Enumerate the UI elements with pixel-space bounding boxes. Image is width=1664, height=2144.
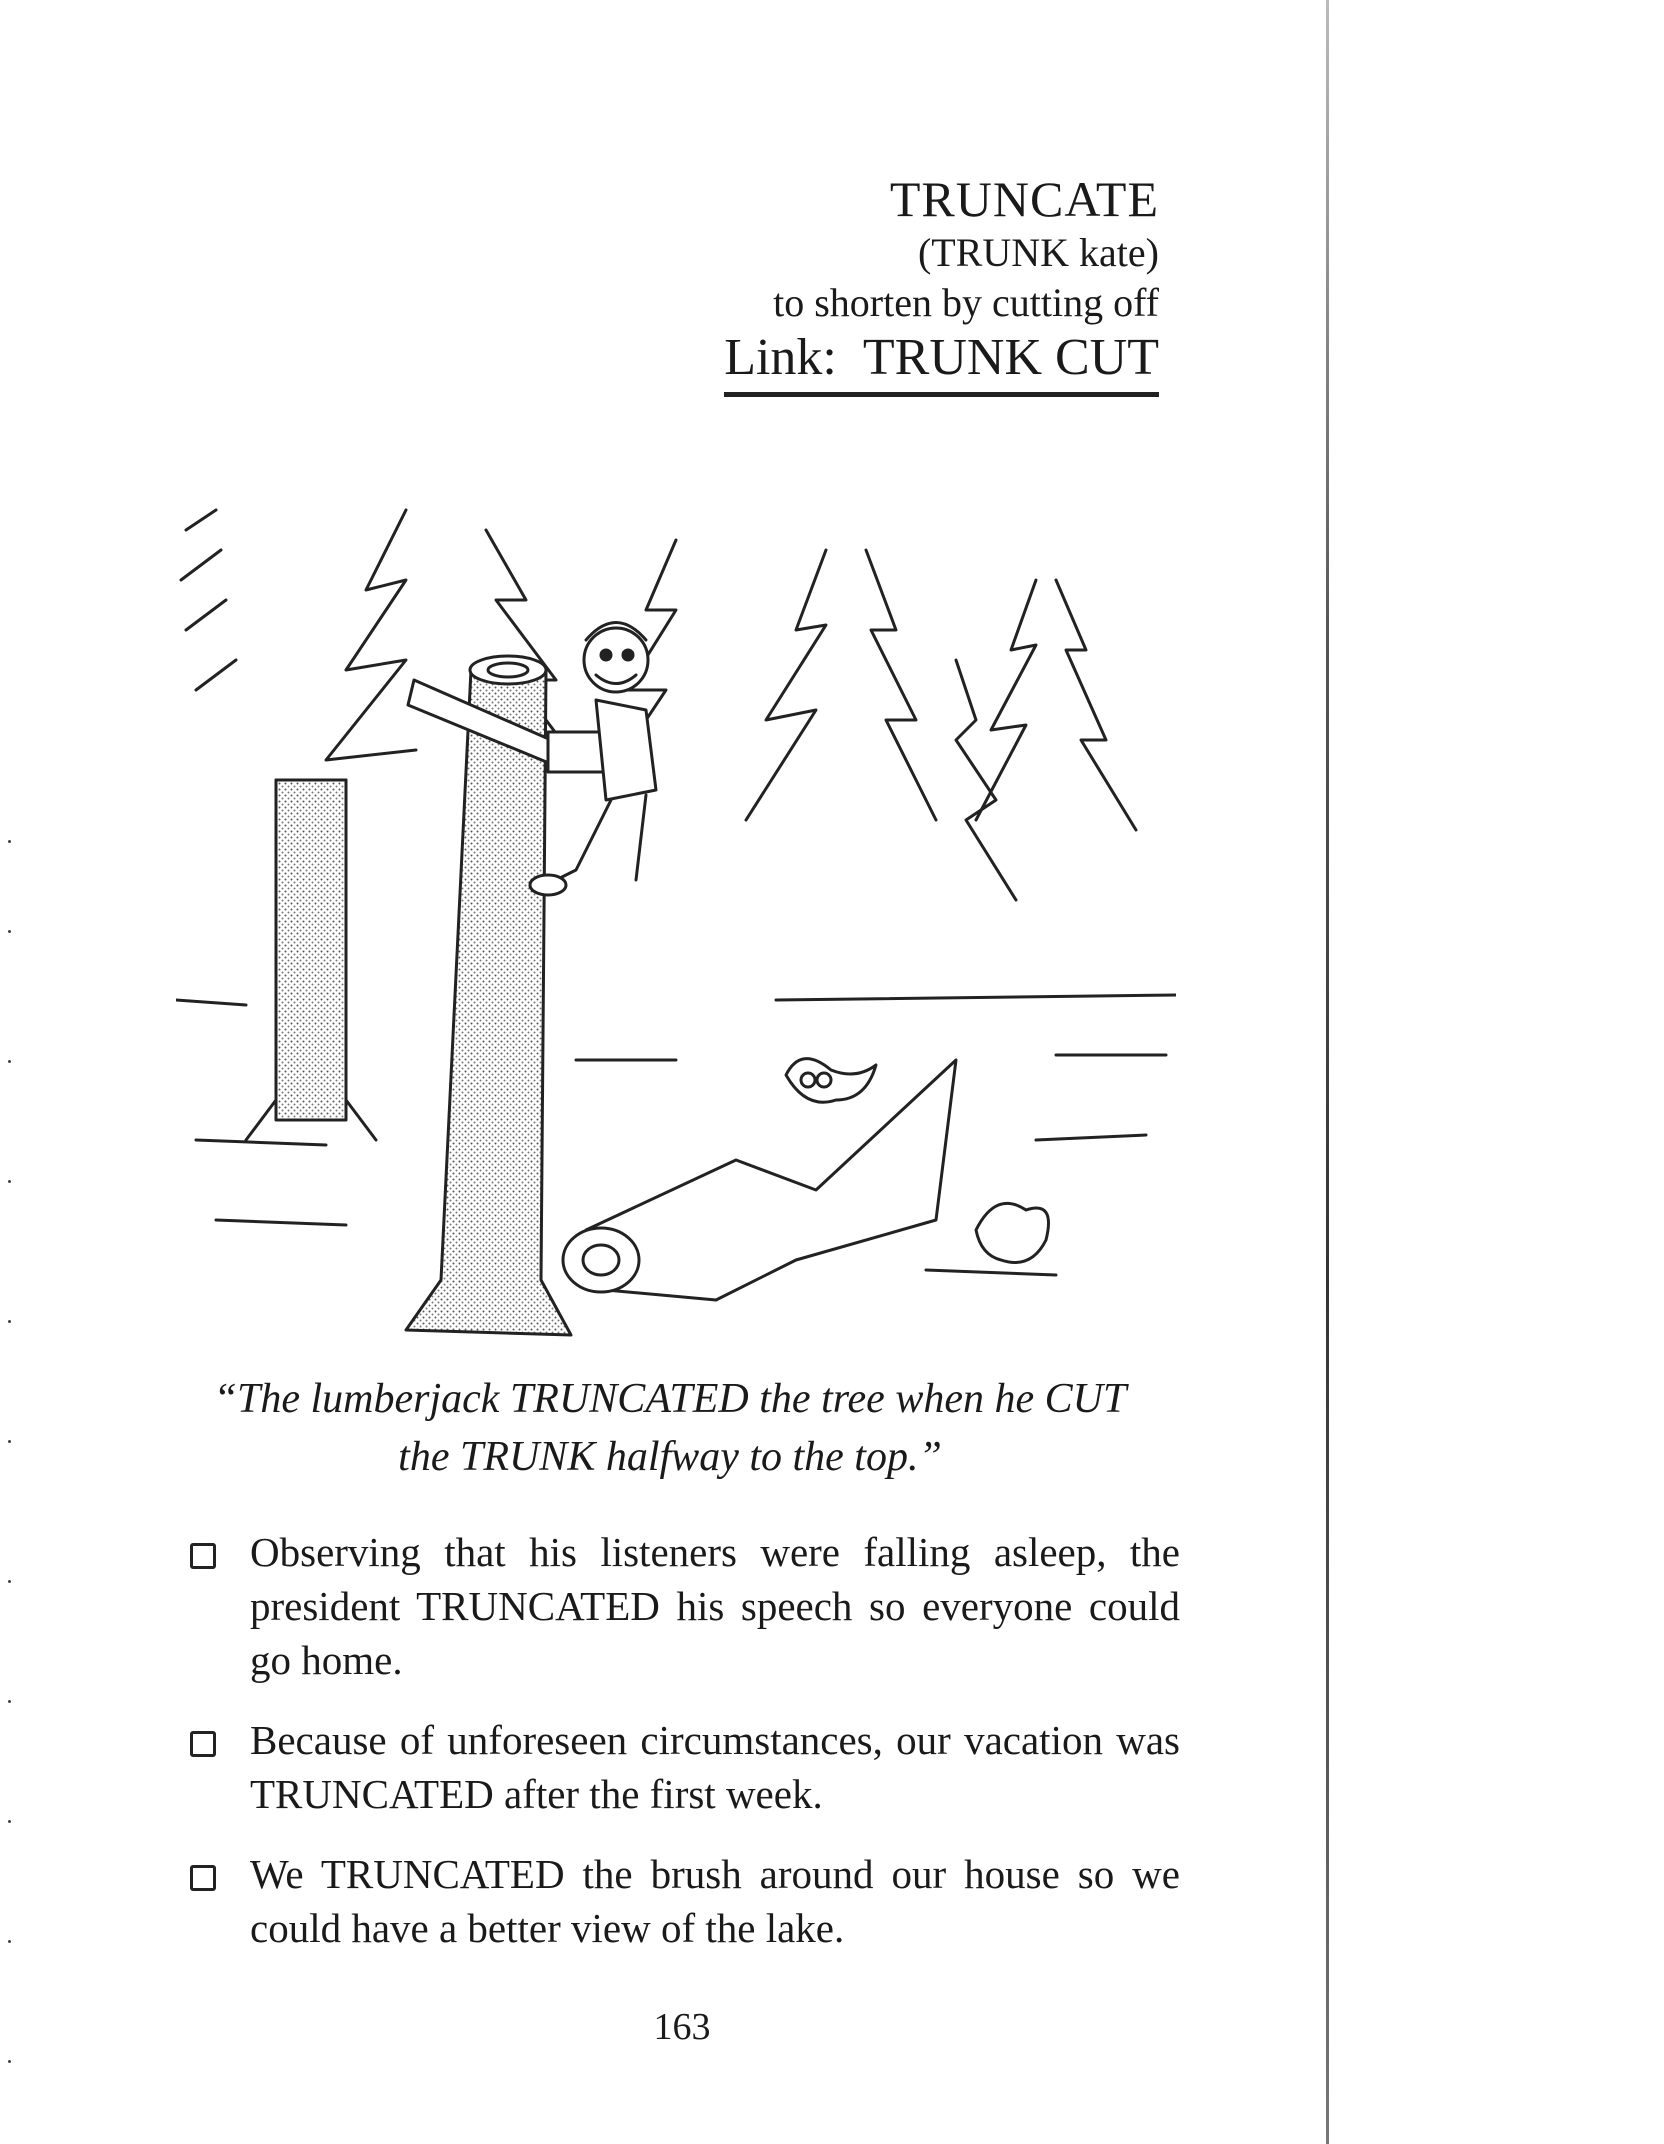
page-number: 163 [653,2006,711,2048]
example-text: Observing that his listeners were falling asleep, the president TRUNCATED his speech so everyone could go home. [250,1529,1180,1683]
scan-specks [0,800,20,2140]
entry-header [724,170,1159,397]
list-item [180,1525,1180,1687]
example-list [180,1525,1180,1981]
checkbox-icon [190,1731,216,1757]
checkbox-icon [190,1543,216,1569]
example-text: Because of unforeseen circumstances, our vacation was TRUNCATED after the first week. [250,1717,1180,1817]
checkbox-icon [190,1865,216,1891]
entry-definition: to shorten by cutting off [773,280,1159,325]
list-item [180,1847,1180,1955]
caption-line-2: the TRUNK halfway to the top.” [398,1434,942,1480]
entry-word: TRUNCATE [889,171,1159,227]
caption [150,1370,1190,1486]
example-text: We TRUNCATED the brush around our house so we could have a better view of the lake. [250,1851,1180,1951]
lumberjack-illustration [176,500,1176,1360]
entry-pronunciation: (TRUNK kate) [917,230,1159,275]
caption-line-1: “The lumberjack TRUNCATED the tree when he CUT [213,1376,1127,1422]
link-label: Link: [724,329,837,386]
entry-link [724,328,1159,397]
link-text: TRUNK CUT [862,329,1159,386]
list-item [180,1713,1180,1821]
page-edge-rule [1326,0,1329,2144]
